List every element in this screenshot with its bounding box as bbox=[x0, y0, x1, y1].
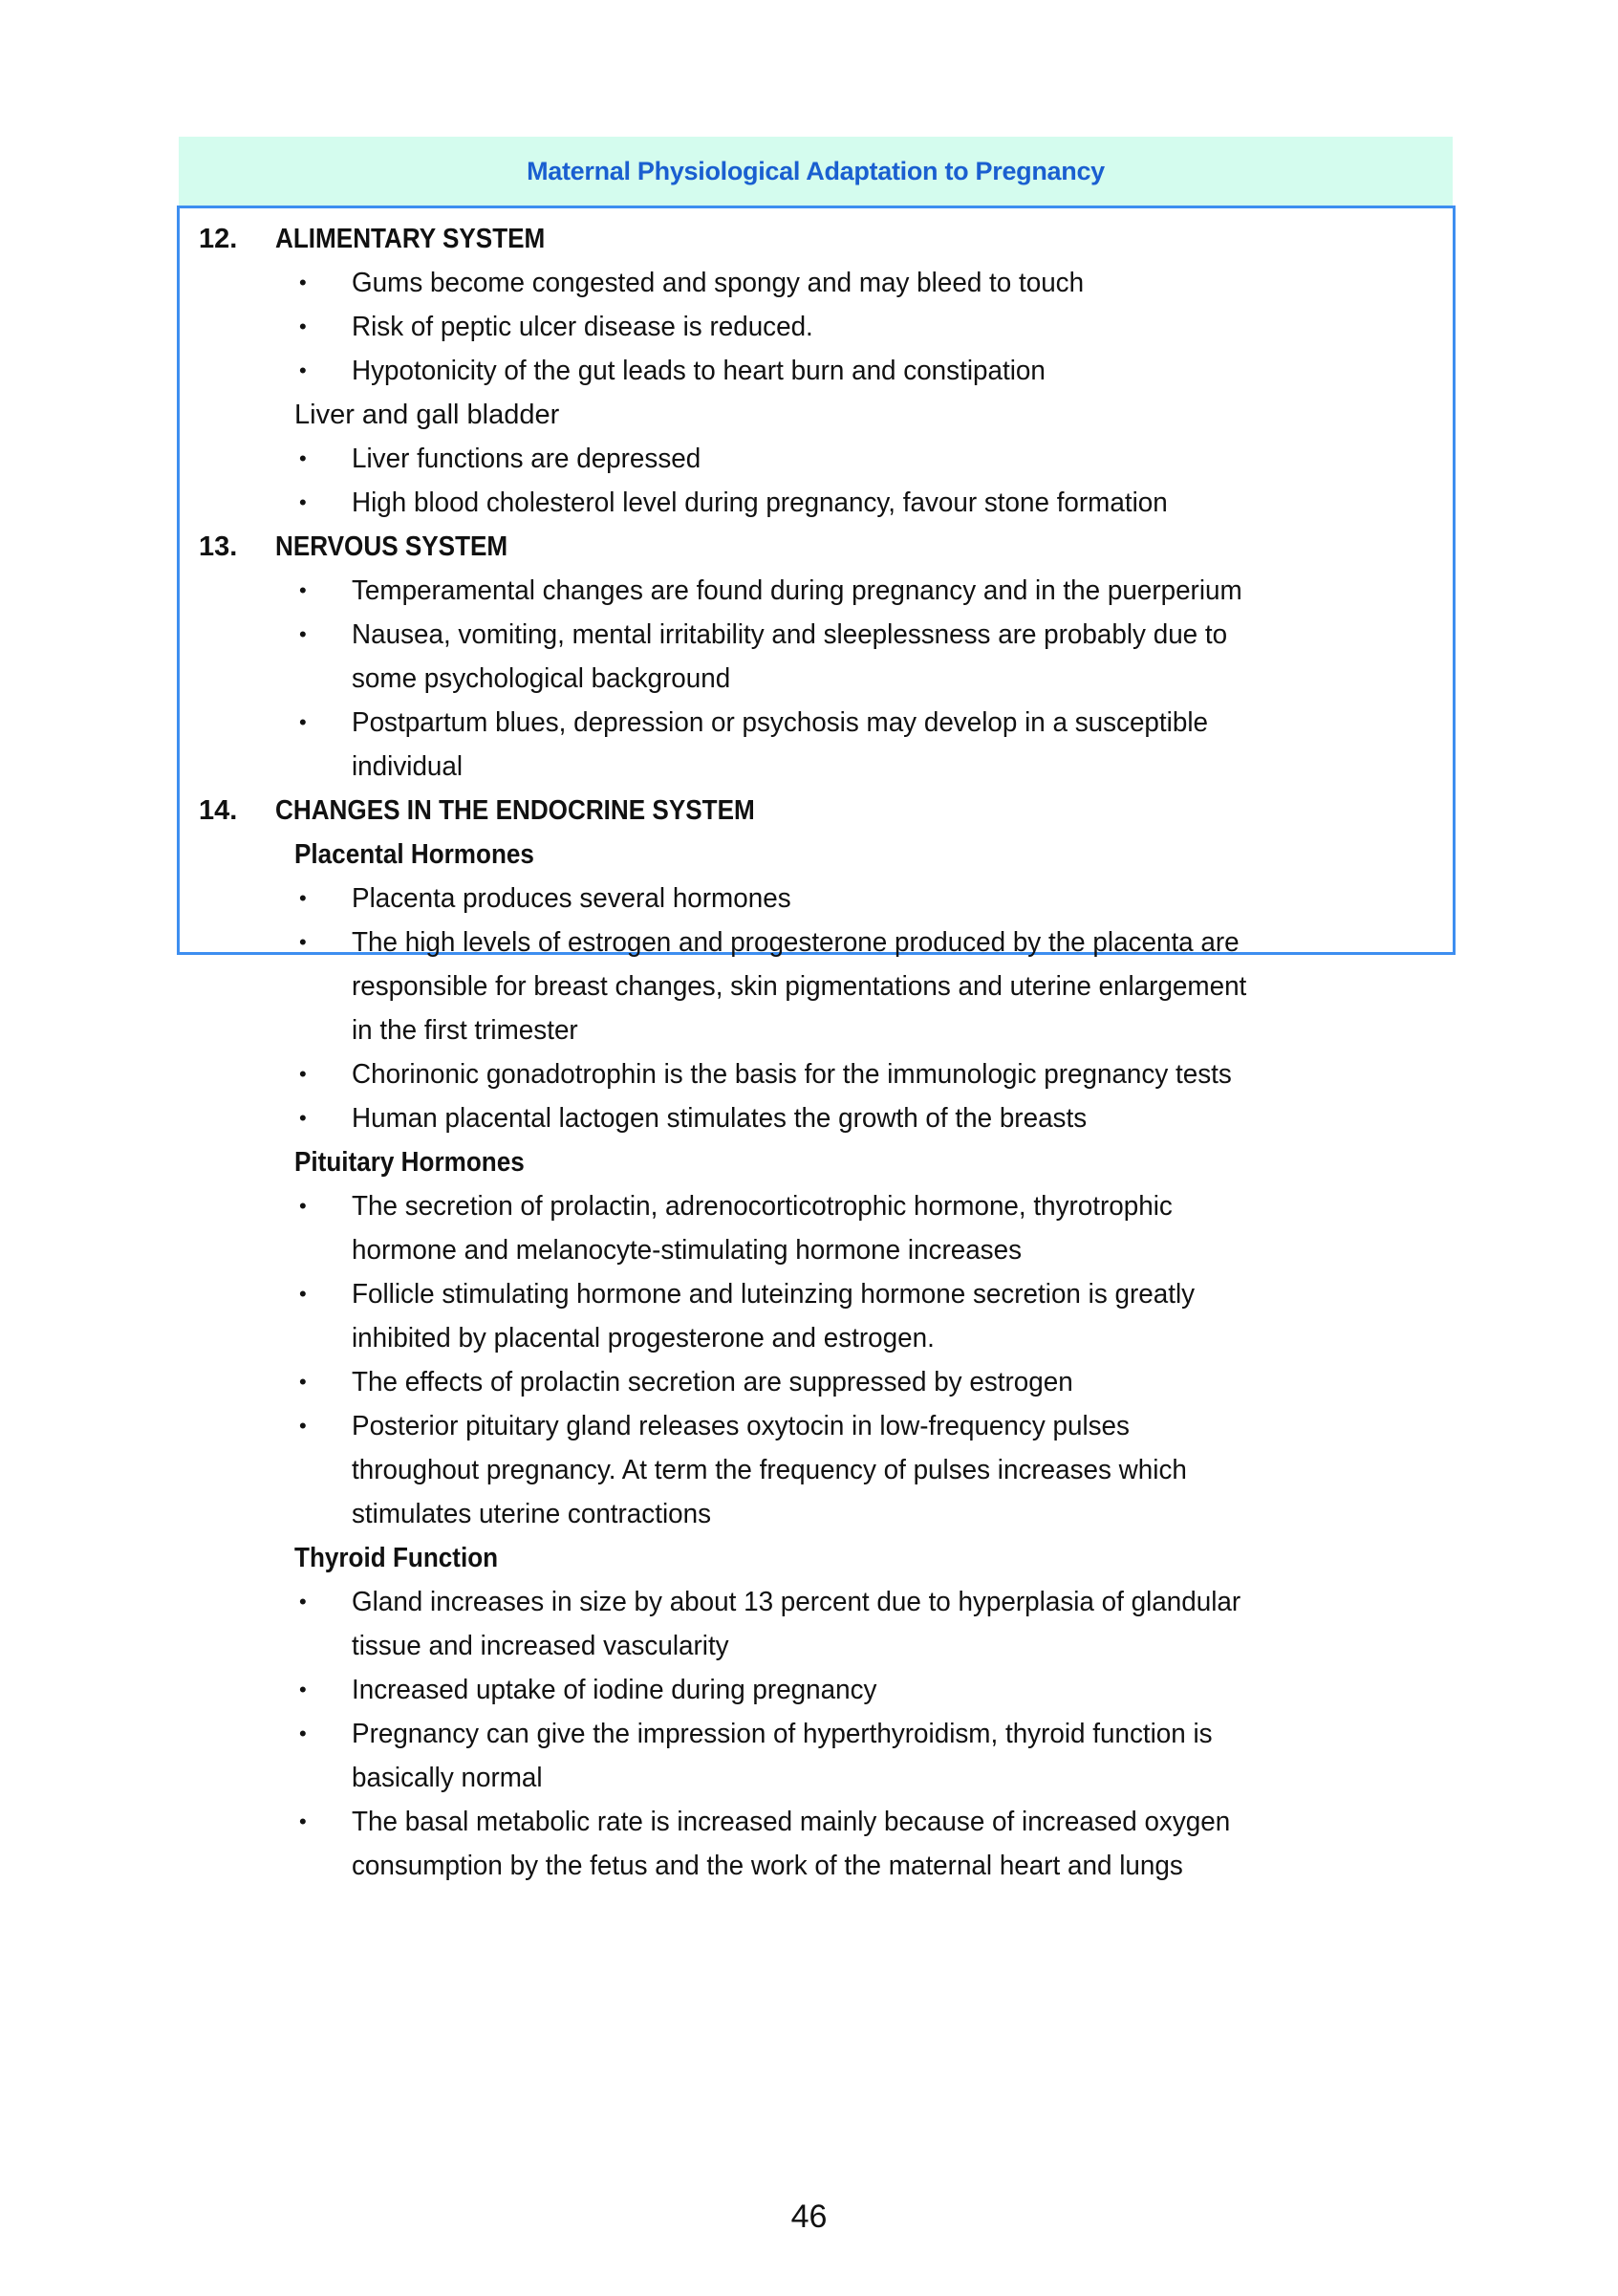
bullet-icon: • bbox=[299, 886, 307, 910]
list-item-text: basically normal bbox=[352, 1763, 543, 1793]
list-item bbox=[0, 569, 1618, 613]
section-number: 13. bbox=[199, 531, 238, 562]
bullet-icon: • bbox=[299, 710, 307, 734]
bullet-icon: • bbox=[299, 578, 307, 602]
list-item-text: The high levels of estrogen and progesterone produced by the placenta are bbox=[352, 927, 1240, 958]
list-item-text: Temperamental changes are found during pregnancy and in the puerperium bbox=[352, 575, 1242, 606]
subheading-text: Thyroid Function bbox=[294, 1543, 499, 1573]
list-item bbox=[0, 305, 1618, 349]
list-item-continuation bbox=[0, 964, 1618, 1008]
page-number: 46 bbox=[790, 2199, 828, 2235]
list-item bbox=[0, 261, 1618, 305]
list-item-continuation bbox=[0, 1624, 1618, 1668]
list-item-continuation bbox=[0, 657, 1618, 701]
bullet-icon: • bbox=[299, 490, 307, 514]
list-item-continuation bbox=[0, 1316, 1618, 1360]
list-item bbox=[0, 1052, 1618, 1096]
list-item-text: Human placental lactogen stimulates the growth of the breasts bbox=[352, 1103, 1088, 1134]
list-item-continuation bbox=[0, 1492, 1618, 1536]
section-heading bbox=[0, 789, 1618, 833]
subheading bbox=[0, 1140, 1618, 1184]
section-number: 12. bbox=[199, 224, 238, 254]
page-title: Maternal Physiological Adaptation to Pregnancy bbox=[527, 157, 1105, 185]
list-item bbox=[0, 921, 1618, 964]
list-item-text: Risk of peptic ulcer disease is reduced. bbox=[352, 312, 813, 342]
list-item-text: inhibited by placental progesterone and estrogen. bbox=[352, 1323, 935, 1354]
list-item bbox=[0, 701, 1618, 745]
subheading bbox=[0, 393, 1618, 437]
list-item bbox=[0, 1360, 1618, 1404]
list-item bbox=[0, 613, 1618, 657]
list-item-text: Liver functions are depressed bbox=[352, 444, 701, 474]
list-item-text: The secretion of prolactin, adrenocorticotrophic hormone, thyrotrophic bbox=[352, 1191, 1173, 1222]
bullet-icon: • bbox=[299, 622, 307, 646]
bullet-icon: • bbox=[299, 1678, 307, 1701]
section-heading bbox=[0, 217, 1618, 261]
subheading-text: Placental Hormones bbox=[294, 839, 534, 870]
list-item-text: stimulates uterine contractions bbox=[352, 1499, 712, 1529]
bullet-icon: • bbox=[299, 930, 307, 954]
section-title: ALIMENTARY SYSTEM bbox=[275, 224, 546, 254]
list-item-text: Increased uptake of iodine during pregnancy bbox=[352, 1675, 877, 1705]
bullet-icon: • bbox=[299, 271, 307, 294]
list-item bbox=[0, 1668, 1618, 1712]
list-item-text: Follicle stimulating hormone and luteinzing hormone secretion is greatly bbox=[352, 1279, 1196, 1310]
section-number: 14. bbox=[199, 795, 238, 826]
subheading bbox=[0, 1536, 1618, 1580]
bullet-icon: • bbox=[299, 1809, 307, 1833]
list-item bbox=[0, 877, 1618, 921]
list-item-continuation bbox=[0, 1448, 1618, 1492]
list-item-text: High blood cholesterol level during pregnancy, favour stone formation bbox=[352, 487, 1168, 518]
section-title: NERVOUS SYSTEM bbox=[275, 531, 508, 562]
list-item-text: individual bbox=[352, 751, 464, 782]
list-item bbox=[0, 1800, 1618, 1844]
list-item bbox=[0, 1096, 1618, 1140]
bullet-icon: • bbox=[299, 1106, 307, 1130]
list-item bbox=[0, 1272, 1618, 1316]
list-item-text: Nausea, vomiting, mental irritability and sleeplessness are probably due to bbox=[352, 619, 1228, 650]
section-heading bbox=[0, 525, 1618, 569]
bullet-icon: • bbox=[299, 358, 307, 382]
bullet-icon: • bbox=[299, 1722, 307, 1745]
bullet-icon: • bbox=[299, 1414, 307, 1438]
list-item-text: Postpartum blues, depression or psychosis may develop in a susceptible bbox=[352, 707, 1208, 738]
subheading-text: Pituitary Hormones bbox=[294, 1147, 525, 1178]
list-item-text: Chorinonic gonadotrophin is the basis for the immunologic pregnancy tests bbox=[352, 1059, 1232, 1090]
list-item bbox=[0, 349, 1618, 393]
list-item-text: Hypotonicity of the gut leads to heart burn and constipation bbox=[352, 356, 1046, 386]
header-band bbox=[179, 137, 1453, 206]
subheading bbox=[0, 833, 1618, 877]
list-item-text: The effects of prolactin secretion are suppressed by estrogen bbox=[352, 1367, 1073, 1397]
list-item-continuation bbox=[0, 1844, 1618, 1888]
list-item-text: hormone and melanocyte-stimulating hormone increases bbox=[352, 1235, 1023, 1266]
list-item-text: in the first trimester bbox=[352, 1015, 578, 1046]
list-item-continuation bbox=[0, 1228, 1618, 1272]
bullet-icon: • bbox=[299, 1194, 307, 1218]
list-item bbox=[0, 1580, 1618, 1624]
bullet-icon: • bbox=[299, 314, 307, 338]
list-item-text: Placenta produces several hormones bbox=[352, 883, 791, 914]
subheading-text: Liver and gall bladder bbox=[294, 400, 560, 430]
bullet-icon: • bbox=[299, 1590, 307, 1614]
list-item bbox=[0, 1184, 1618, 1228]
list-item-continuation bbox=[0, 1008, 1618, 1052]
list-item-text: responsible for breast changes, skin pigmentations and uterine enlargement bbox=[352, 971, 1247, 1002]
bullet-icon: • bbox=[299, 446, 307, 470]
list-item-text: Gums become congested and spongy and may bleed to touch bbox=[352, 268, 1085, 298]
list-item bbox=[0, 437, 1618, 481]
bullet-icon: • bbox=[299, 1062, 307, 1086]
section-title: CHANGES IN THE ENDOCRINE SYSTEM bbox=[275, 795, 755, 826]
list-item-text: The basal metabolic rate is increased mainly because of increased oxygen bbox=[352, 1807, 1231, 1837]
list-item-text: throughout pregnancy. At term the frequency of pulses increases which bbox=[352, 1455, 1187, 1485]
list-item bbox=[0, 1712, 1618, 1756]
list-item-text: consumption by the fetus and the work of the maternal heart and lungs bbox=[352, 1851, 1183, 1881]
list-item-continuation bbox=[0, 1756, 1618, 1800]
list-item-text: some psychological background bbox=[352, 663, 731, 694]
list-item-text: Pregnancy can give the impression of hyperthyroidism, thyroid function is bbox=[352, 1719, 1213, 1749]
list-item bbox=[0, 481, 1618, 525]
list-item-text: Posterior pituitary gland releases oxytocin in low-frequency pulses bbox=[352, 1411, 1130, 1441]
bullet-icon: • bbox=[299, 1282, 307, 1306]
list-item bbox=[0, 1404, 1618, 1448]
bullet-icon: • bbox=[299, 1370, 307, 1394]
list-item-text: tissue and increased vascularity bbox=[352, 1631, 729, 1661]
list-item-continuation bbox=[0, 745, 1618, 789]
list-item-text: Gland increases in size by about 13 percent due to hyperplasia of glandular bbox=[352, 1587, 1241, 1617]
